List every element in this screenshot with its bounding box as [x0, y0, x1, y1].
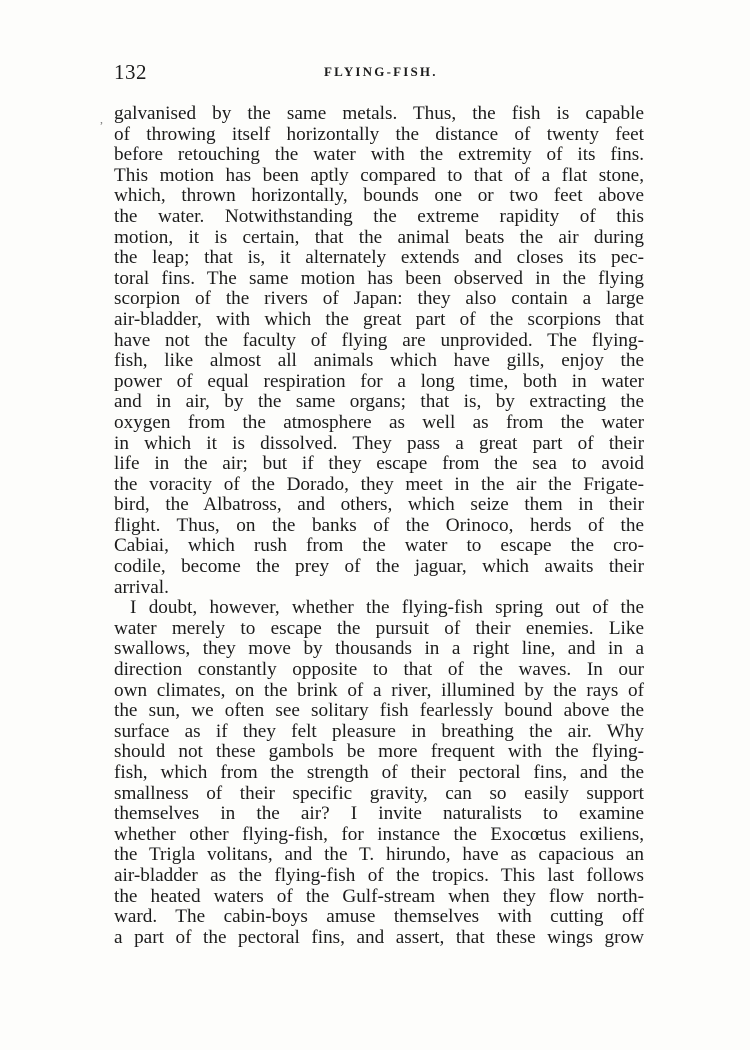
text-line: toral fins. The same motion has been observed in the flying: [114, 267, 644, 289]
paragraph-start-line: I doubt, however, whether the flying-fish spring out of the: [130, 597, 644, 619]
text-line: power of equal respiration for a long time, both in water: [114, 370, 644, 392]
text-line: of throwing itself horizontally the distance of twenty feet: [114, 123, 644, 145]
text-line: air-bladder, with which the great part of the scorpions that: [114, 308, 644, 330]
stray-ink-mark: ,: [100, 112, 103, 126]
text-line: air-bladder as the flying-fish of the tropics. This last follows: [114, 864, 644, 886]
body-text: [114, 104, 644, 948]
text-line: motion, it is certain, that the animal beats the air during: [114, 226, 644, 248]
text-line: surface as if they felt pleasure in breathing the air. Why: [114, 720, 644, 742]
text-line: This motion has been aptly compared to that of a flat stone,: [114, 164, 644, 186]
text-line: themselves in the air? I invite naturalists to examine: [114, 803, 644, 825]
paragraph-end-line: arrival.: [114, 576, 169, 598]
text-line: should not these gambols be more frequent with the flying-: [114, 741, 644, 763]
text-line: fish, like almost all animals which have gills, enjoy the: [114, 350, 644, 372]
text-line: life in the air; but if they escape from the sea to avoid: [114, 453, 644, 475]
page-number: 132: [114, 60, 147, 84]
text-line: in which it is dissolved. They pass a great part of their: [114, 432, 644, 454]
text-line: Cabiai, which rush from the water to escape the cro-: [114, 535, 644, 557]
text-line: and in air, by the same organs; that is, by extracting the: [114, 391, 644, 413]
text-line: whether other flying-fish, for instance the Exocœtus exiliens,: [114, 823, 644, 845]
text-line: galvanised by the same metals. Thus, the fish is capable: [114, 103, 644, 124]
text-line: have not the faculty of flying are unprovided. The flying-: [114, 329, 644, 351]
text-line: codile, become the prey of the jaguar, which awaits their: [114, 556, 644, 578]
text-line: flight. Thus, on the banks of the Orinoco, herds of the: [114, 514, 644, 536]
text-line: the voracity of the Dorado, they meet in the air the Frigate-: [114, 473, 644, 495]
text-line: fish, which from the strength of their pectoral fins, and the: [114, 762, 644, 783]
running-head: [114, 60, 642, 90]
running-title: FLYING-FISH.: [324, 64, 438, 79]
text-line: water merely to escape the pursuit of their enemies. Like: [114, 617, 644, 639]
text-line: the leap; that is, it alternately extends and closes its pec-: [114, 247, 644, 269]
text-line: smallness of their specific gravity, can so easily support: [114, 782, 644, 804]
text-line: the sun, we often see solitary fish fearlessly bound above the: [114, 700, 644, 722]
text-line: bird, the Albatross, and others, which seize them in their: [114, 494, 644, 516]
text-line: scorpion of the rivers of Japan: they also contain a large: [114, 288, 644, 310]
text-line: the heated waters of the Gulf-stream when they flow north-: [114, 885, 644, 907]
text-line: ward. The cabin-boys amuse themselves with cutting off: [114, 906, 644, 928]
text-line: before retouching the water with the extremity of its fins.: [114, 144, 644, 166]
text-line: oxygen from the atmosphere as well as from the water: [114, 411, 644, 433]
text-line: a part of the pectoral fins, and assert, that these wings grow: [114, 926, 644, 948]
text-line: the Trigla volitans, and the T. hirundo, have as capacious an: [114, 844, 644, 866]
text-line: direction constantly opposite to that of the waves. In our: [114, 659, 644, 681]
text-line: own climates, on the brink of a river, illumined by the rays of: [114, 679, 644, 701]
text-line: which, thrown horizontally, bounds one or two feet above: [114, 185, 644, 207]
text-line: swallows, they move by thousands in a right line, and in a: [114, 638, 644, 660]
text-line: the water. Notwithstanding the extreme rapidity of this: [114, 205, 644, 227]
